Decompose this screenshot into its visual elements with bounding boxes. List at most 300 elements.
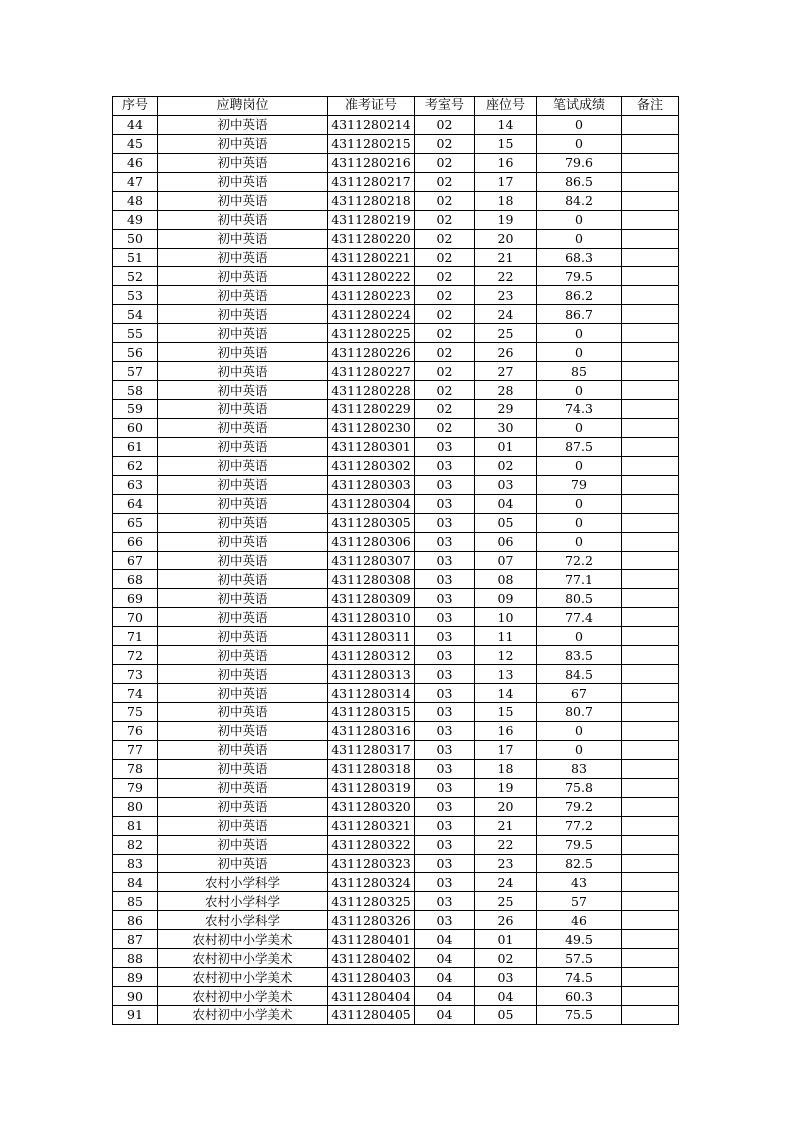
cell-room-number: 03: [415, 892, 475, 911]
cell-index: 55: [113, 324, 158, 343]
cell-room-number: 03: [415, 835, 475, 854]
cell-index: 56: [113, 343, 158, 362]
cell-written-score: 77.1: [537, 570, 622, 589]
cell-seat-number: 04: [475, 987, 537, 1006]
cell-written-score: 0: [537, 740, 622, 759]
cell-remarks: [622, 305, 679, 324]
cell-ticket-number: 4311280217: [328, 172, 415, 191]
cell-seat-number: 30: [475, 418, 537, 437]
cell-seat-number: 10: [475, 608, 537, 627]
table-row: [113, 797, 679, 816]
cell-index: 53: [113, 286, 158, 305]
cell-written-score: 86.7: [537, 305, 622, 324]
cell-position: 初中英语: [158, 494, 328, 513]
table-row: [113, 191, 679, 210]
cell-ticket-number: 4311280402: [328, 949, 415, 968]
table-row: [113, 134, 679, 153]
cell-ticket-number: 4311280309: [328, 589, 415, 608]
table-row: [113, 608, 679, 627]
header-seat-number: 座位号: [475, 97, 537, 116]
cell-position: 初中英语: [158, 210, 328, 229]
cell-remarks: [622, 816, 679, 835]
cell-seat-number: 01: [475, 930, 537, 949]
cell-remarks: [622, 778, 679, 797]
cell-remarks: [622, 627, 679, 646]
cell-ticket-number: 4311280322: [328, 835, 415, 854]
cell-room-number: 02: [415, 210, 475, 229]
cell-ticket-number: 4311280310: [328, 608, 415, 627]
cell-written-score: 77.4: [537, 608, 622, 627]
cell-ticket-number: 4311280405: [328, 1006, 415, 1025]
cell-remarks: [622, 797, 679, 816]
cell-index: 76: [113, 721, 158, 740]
cell-ticket-number: 4311280226: [328, 343, 415, 362]
cell-remarks: [622, 267, 679, 286]
table-row: [113, 210, 679, 229]
cell-written-score: 75.5: [537, 1006, 622, 1025]
table-row: [113, 684, 679, 703]
cell-seat-number: 26: [475, 911, 537, 930]
cell-index: 54: [113, 305, 158, 324]
cell-room-number: 03: [415, 665, 475, 684]
cell-index: 51: [113, 248, 158, 267]
table-row: [113, 343, 679, 362]
cell-position: 初中英语: [158, 267, 328, 286]
cell-written-score: 57: [537, 892, 622, 911]
cell-remarks: [622, 551, 679, 570]
cell-position: 初中英语: [158, 759, 328, 778]
cell-ticket-number: 4311280214: [328, 115, 415, 134]
cell-written-score: 79: [537, 475, 622, 494]
table-row: [113, 400, 679, 419]
cell-room-number: 03: [415, 646, 475, 665]
cell-seat-number: 28: [475, 381, 537, 400]
cell-position: 初中英语: [158, 381, 328, 400]
cell-written-score: 79.5: [537, 835, 622, 854]
table-row: [113, 172, 679, 191]
table-row: [113, 759, 679, 778]
table-row: [113, 911, 679, 930]
cell-ticket-number: 4311280321: [328, 816, 415, 835]
table-row: [113, 286, 679, 305]
cell-ticket-number: 4311280220: [328, 229, 415, 248]
cell-written-score: 0: [537, 513, 622, 532]
cell-room-number: 03: [415, 570, 475, 589]
table-row: [113, 854, 679, 873]
cell-index: 58: [113, 381, 158, 400]
cell-room-number: 03: [415, 816, 475, 835]
cell-written-score: 0: [537, 494, 622, 513]
cell-remarks: [622, 854, 679, 873]
cell-ticket-number: 4311280303: [328, 475, 415, 494]
cell-ticket-number: 4311280319: [328, 778, 415, 797]
cell-written-score: 82.5: [537, 854, 622, 873]
cell-remarks: [622, 115, 679, 134]
cell-index: 87: [113, 930, 158, 949]
table-row: [113, 646, 679, 665]
cell-seat-number: 27: [475, 362, 537, 381]
cell-index: 82: [113, 835, 158, 854]
cell-room-number: 03: [415, 589, 475, 608]
cell-position: 初中英语: [158, 684, 328, 703]
cell-index: 81: [113, 816, 158, 835]
cell-seat-number: 11: [475, 627, 537, 646]
table-row: [113, 703, 679, 722]
cell-index: 84: [113, 873, 158, 892]
cell-position: 初中英语: [158, 324, 328, 343]
cell-ticket-number: 4311280315: [328, 703, 415, 722]
cell-index: 63: [113, 475, 158, 494]
cell-remarks: [622, 532, 679, 551]
cell-written-score: 74.5: [537, 968, 622, 987]
cell-room-number: 02: [415, 191, 475, 210]
cell-seat-number: 19: [475, 778, 537, 797]
cell-written-score: 72.2: [537, 551, 622, 570]
cell-ticket-number: 4311280323: [328, 854, 415, 873]
cell-position: 初中英语: [158, 778, 328, 797]
cell-written-score: 0: [537, 456, 622, 475]
cell-room-number: 03: [415, 911, 475, 930]
cell-seat-number: 01: [475, 437, 537, 456]
cell-position: 初中英语: [158, 665, 328, 684]
cell-room-number: 03: [415, 608, 475, 627]
cell-room-number: 02: [415, 324, 475, 343]
cell-position: 初中英语: [158, 570, 328, 589]
cell-remarks: [622, 494, 679, 513]
table-row: [113, 721, 679, 740]
cell-written-score: 79.2: [537, 797, 622, 816]
cell-seat-number: 09: [475, 589, 537, 608]
cell-remarks: [622, 134, 679, 153]
cell-written-score: 86.2: [537, 286, 622, 305]
cell-index: 62: [113, 456, 158, 475]
table-row: [113, 229, 679, 248]
cell-position: 初中英语: [158, 551, 328, 570]
cell-seat-number: 29: [475, 400, 537, 419]
cell-index: 66: [113, 532, 158, 551]
cell-position: 农村初中小学美术: [158, 949, 328, 968]
cell-room-number: 02: [415, 153, 475, 172]
cell-position: 初中英语: [158, 703, 328, 722]
table-row: [113, 968, 679, 987]
table-row: [113, 551, 679, 570]
cell-remarks: [622, 513, 679, 532]
cell-remarks: [622, 324, 679, 343]
cell-written-score: 0: [537, 721, 622, 740]
cell-room-number: 03: [415, 873, 475, 892]
cell-position: 农村初中小学美术: [158, 987, 328, 1006]
cell-room-number: 03: [415, 740, 475, 759]
cell-written-score: 46: [537, 911, 622, 930]
table-row: [113, 115, 679, 134]
cell-room-number: 03: [415, 494, 475, 513]
cell-ticket-number: 4311280228: [328, 381, 415, 400]
cell-room-number: 02: [415, 400, 475, 419]
table-row: [113, 362, 679, 381]
cell-remarks: [622, 362, 679, 381]
cell-remarks: [622, 684, 679, 703]
cell-position: 初中英语: [158, 286, 328, 305]
cell-remarks: [622, 589, 679, 608]
cell-remarks: [622, 740, 679, 759]
cell-remarks: [622, 608, 679, 627]
cell-ticket-number: 4311280215: [328, 134, 415, 153]
cell-index: 48: [113, 191, 158, 210]
cell-remarks: [622, 456, 679, 475]
header-remarks: 备注: [622, 97, 679, 116]
cell-position: 初中英语: [158, 797, 328, 816]
cell-seat-number: 18: [475, 759, 537, 778]
cell-index: 50: [113, 229, 158, 248]
cell-seat-number: 04: [475, 494, 537, 513]
cell-written-score: 0: [537, 532, 622, 551]
table-row: [113, 418, 679, 437]
cell-room-number: 02: [415, 267, 475, 286]
cell-seat-number: 15: [475, 134, 537, 153]
cell-position: 初中英语: [158, 229, 328, 248]
cell-ticket-number: 4311280320: [328, 797, 415, 816]
header-written-score: 笔试成绩: [537, 97, 622, 116]
header-ticket-number: 准考证号: [328, 97, 415, 116]
table-row: [113, 627, 679, 646]
cell-index: 73: [113, 665, 158, 684]
cell-remarks: [622, 400, 679, 419]
cell-position: 初中英语: [158, 627, 328, 646]
cell-index: 86: [113, 911, 158, 930]
cell-ticket-number: 4311280326: [328, 911, 415, 930]
cell-written-score: 67: [537, 684, 622, 703]
cell-room-number: 03: [415, 759, 475, 778]
cell-seat-number: 03: [475, 475, 537, 494]
cell-seat-number: 20: [475, 229, 537, 248]
cell-ticket-number: 4311280318: [328, 759, 415, 778]
cell-room-number: 02: [415, 134, 475, 153]
cell-written-score: 85: [537, 362, 622, 381]
cell-position: 初中英语: [158, 437, 328, 456]
cell-index: 67: [113, 551, 158, 570]
cell-position: 农村初中小学美术: [158, 968, 328, 987]
cell-seat-number: 23: [475, 286, 537, 305]
cell-room-number: 03: [415, 532, 475, 551]
cell-remarks: [622, 911, 679, 930]
cell-position: 初中英语: [158, 343, 328, 362]
cell-seat-number: 24: [475, 873, 537, 892]
cell-remarks: [622, 703, 679, 722]
table-row: [113, 589, 679, 608]
cell-room-number: 02: [415, 115, 475, 134]
cell-position: 初中英语: [158, 418, 328, 437]
cell-index: 44: [113, 115, 158, 134]
cell-seat-number: 14: [475, 115, 537, 134]
cell-room-number: 02: [415, 418, 475, 437]
cell-index: 79: [113, 778, 158, 797]
cell-remarks: [622, 343, 679, 362]
cell-ticket-number: 4311280308: [328, 570, 415, 589]
table-row: [113, 570, 679, 589]
cell-index: 57: [113, 362, 158, 381]
table-row: [113, 665, 679, 684]
cell-written-score: 43: [537, 873, 622, 892]
cell-index: 89: [113, 968, 158, 987]
cell-position: 初中英语: [158, 816, 328, 835]
cell-seat-number: 08: [475, 570, 537, 589]
cell-position: 初中英语: [158, 835, 328, 854]
cell-position: 初中英语: [158, 646, 328, 665]
table-row: [113, 248, 679, 267]
cell-ticket-number: 4311280307: [328, 551, 415, 570]
cell-ticket-number: 4311280222: [328, 267, 415, 286]
cell-seat-number: 15: [475, 703, 537, 722]
table-row: [113, 835, 679, 854]
cell-remarks: [622, 381, 679, 400]
cell-written-score: 0: [537, 324, 622, 343]
cell-room-number: 03: [415, 684, 475, 703]
table-row: [113, 456, 679, 475]
cell-seat-number: 23: [475, 854, 537, 873]
cell-seat-number: 21: [475, 816, 537, 835]
cell-position: 农村小学科学: [158, 911, 328, 930]
cell-position: 初中英语: [158, 115, 328, 134]
cell-written-score: 0: [537, 418, 622, 437]
cell-ticket-number: 4311280224: [328, 305, 415, 324]
cell-seat-number: 16: [475, 153, 537, 172]
cell-room-number: 02: [415, 286, 475, 305]
cell-seat-number: 19: [475, 210, 537, 229]
cell-position: 初中英语: [158, 305, 328, 324]
cell-ticket-number: 4311280325: [328, 892, 415, 911]
table-header-row: [113, 97, 679, 116]
cell-ticket-number: 4311280313: [328, 665, 415, 684]
cell-seat-number: 17: [475, 740, 537, 759]
cell-index: 46: [113, 153, 158, 172]
cell-index: 68: [113, 570, 158, 589]
cell-room-number: 04: [415, 987, 475, 1006]
cell-room-number: 02: [415, 381, 475, 400]
table-row: [113, 873, 679, 892]
cell-seat-number: 26: [475, 343, 537, 362]
cell-ticket-number: 4311280404: [328, 987, 415, 1006]
cell-index: 83: [113, 854, 158, 873]
cell-room-number: 03: [415, 854, 475, 873]
cell-written-score: 80.5: [537, 589, 622, 608]
cell-position: 初中英语: [158, 532, 328, 551]
cell-remarks: [622, 987, 679, 1006]
cell-room-number: 04: [415, 930, 475, 949]
cell-position: 初中英语: [158, 248, 328, 267]
cell-written-score: 0: [537, 115, 622, 134]
cell-seat-number: 17: [475, 172, 537, 191]
cell-room-number: 03: [415, 475, 475, 494]
cell-seat-number: 12: [475, 646, 537, 665]
cell-written-score: 0: [537, 210, 622, 229]
cell-seat-number: 22: [475, 267, 537, 286]
cell-index: 75: [113, 703, 158, 722]
table-row: [113, 494, 679, 513]
cell-written-score: 77.2: [537, 816, 622, 835]
cell-remarks: [622, 418, 679, 437]
cell-written-score: 0: [537, 134, 622, 153]
cell-written-score: 79.5: [537, 267, 622, 286]
cell-index: 47: [113, 172, 158, 191]
cell-ticket-number: 4311280314: [328, 684, 415, 703]
cell-seat-number: 25: [475, 892, 537, 911]
cell-ticket-number: 4311280305: [328, 513, 415, 532]
cell-room-number: 03: [415, 513, 475, 532]
cell-remarks: [622, 892, 679, 911]
cell-remarks: [622, 835, 679, 854]
cell-room-number: 04: [415, 949, 475, 968]
cell-index: 64: [113, 494, 158, 513]
cell-written-score: 74.3: [537, 400, 622, 419]
cell-ticket-number: 4311280302: [328, 456, 415, 475]
cell-position: 初中英语: [158, 362, 328, 381]
cell-ticket-number: 4311280230: [328, 418, 415, 437]
cell-ticket-number: 4311280301: [328, 437, 415, 456]
cell-remarks: [622, 949, 679, 968]
cell-remarks: [622, 646, 679, 665]
cell-remarks: [622, 930, 679, 949]
table-row: [113, 816, 679, 835]
cell-seat-number: 13: [475, 665, 537, 684]
table-row: [113, 740, 679, 759]
cell-written-score: 80.7: [537, 703, 622, 722]
cell-room-number: 03: [415, 456, 475, 475]
cell-room-number: 03: [415, 437, 475, 456]
score-table: [112, 96, 679, 1025]
cell-index: 70: [113, 608, 158, 627]
cell-room-number: 03: [415, 721, 475, 740]
cell-seat-number: 18: [475, 191, 537, 210]
cell-written-score: 57.5: [537, 949, 622, 968]
cell-index: 69: [113, 589, 158, 608]
cell-room-number: 04: [415, 968, 475, 987]
cell-position: 初中英语: [158, 134, 328, 153]
cell-ticket-number: 4311280317: [328, 740, 415, 759]
cell-index: 80: [113, 797, 158, 816]
cell-seat-number: 14: [475, 684, 537, 703]
cell-remarks: [622, 437, 679, 456]
table-row: [113, 1006, 679, 1025]
cell-remarks: [622, 191, 679, 210]
cell-position: 农村小学科学: [158, 873, 328, 892]
cell-remarks: [622, 475, 679, 494]
cell-ticket-number: 4311280218: [328, 191, 415, 210]
table-row: [113, 324, 679, 343]
cell-ticket-number: 4311280216: [328, 153, 415, 172]
cell-written-score: 60.3: [537, 987, 622, 1006]
table-row: [113, 987, 679, 1006]
cell-written-score: 75.8: [537, 778, 622, 797]
cell-position: 农村初中小学美术: [158, 1006, 328, 1025]
cell-index: 77: [113, 740, 158, 759]
cell-written-score: 84.2: [537, 191, 622, 210]
cell-index: 72: [113, 646, 158, 665]
cell-ticket-number: 4311280401: [328, 930, 415, 949]
cell-index: 90: [113, 987, 158, 1006]
cell-ticket-number: 4311280311: [328, 627, 415, 646]
table-row: [113, 949, 679, 968]
cell-remarks: [622, 759, 679, 778]
cell-index: 78: [113, 759, 158, 778]
cell-seat-number: 24: [475, 305, 537, 324]
cell-remarks: [622, 570, 679, 589]
cell-remarks: [622, 153, 679, 172]
cell-ticket-number: 4311280316: [328, 721, 415, 740]
cell-written-score: 83: [537, 759, 622, 778]
cell-ticket-number: 4311280219: [328, 210, 415, 229]
cell-position: 初中英语: [158, 721, 328, 740]
table-row: [113, 778, 679, 797]
